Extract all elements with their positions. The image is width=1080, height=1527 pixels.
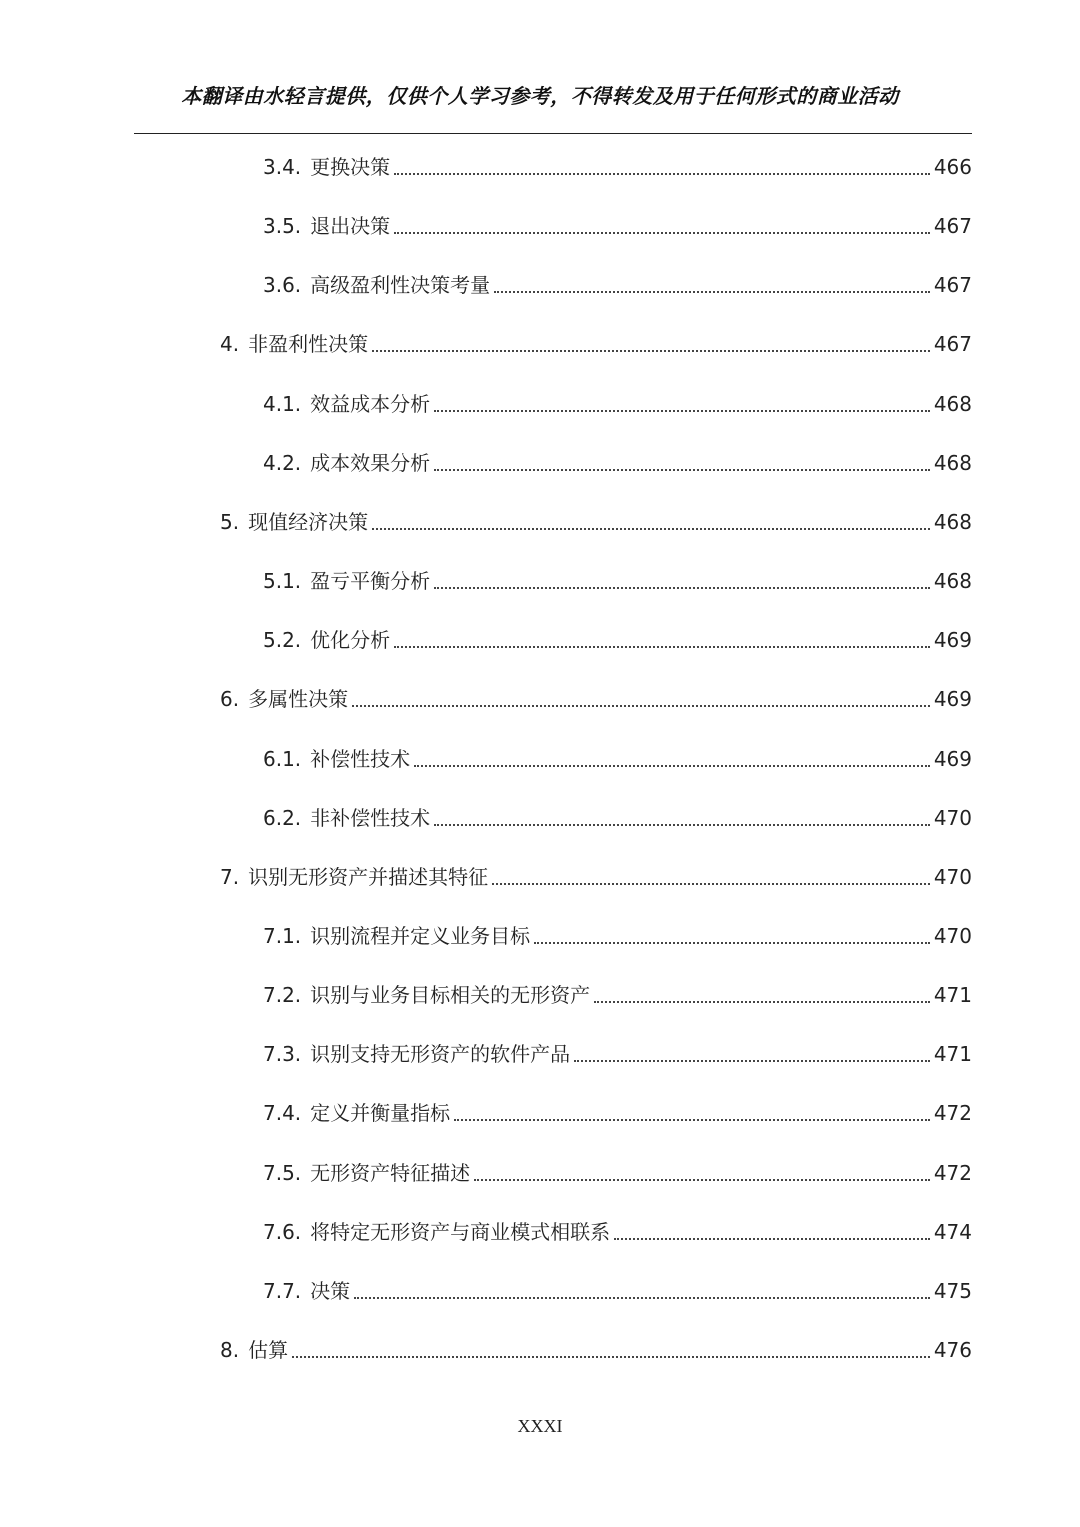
toc-entry-page: 468 bbox=[933, 450, 972, 475]
toc-entry[interactable] bbox=[263, 980, 972, 1010]
toc-entry-number: 7.5. bbox=[263, 1160, 302, 1185]
toc-entry[interactable] bbox=[263, 566, 972, 596]
toc-entry-page: 467 bbox=[933, 273, 972, 298]
toc-dot-leader bbox=[614, 1238, 930, 1240]
toc-entry-title: 更换决策 bbox=[310, 155, 391, 179]
toc-entry-page: 467 bbox=[933, 214, 972, 239]
toc-entry-number: 7.3. bbox=[263, 1042, 302, 1067]
toc-dot-leader bbox=[534, 942, 930, 944]
toc-entry-page: 470 bbox=[933, 923, 972, 948]
toc-entry[interactable] bbox=[263, 1158, 972, 1188]
toc-entry-number: 7.1. bbox=[263, 923, 302, 948]
toc-entry-page: 468 bbox=[933, 391, 972, 416]
toc-entry-title: 盈亏平衡分析 bbox=[310, 569, 431, 594]
toc-entry-number: 6.2. bbox=[263, 805, 302, 830]
toc-entry-page: 470 bbox=[933, 864, 972, 889]
toc-entry-title: 识别流程并定义业务目标 bbox=[310, 923, 531, 948]
toc-entry[interactable] bbox=[263, 448, 972, 478]
toc-entry-title: 多属性决策 bbox=[248, 687, 349, 712]
toc-dot-leader bbox=[474, 1179, 930, 1181]
toc-dot-leader bbox=[454, 1119, 930, 1121]
toc-entry-title: 现值经济决策 bbox=[248, 509, 369, 534]
toc-entry-number: 4.2. bbox=[263, 450, 302, 475]
toc-entry-page: 471 bbox=[933, 983, 972, 1008]
toc-entry-number: 7. bbox=[220, 864, 240, 889]
toc-entry-page: 468 bbox=[933, 569, 972, 594]
toc-dot-leader bbox=[434, 410, 930, 412]
toc-entry[interactable] bbox=[263, 803, 972, 833]
toc-entry[interactable] bbox=[263, 744, 972, 774]
toc-entry-page: 469 bbox=[933, 746, 972, 771]
toc-entry-title: 高级盈利性决策考量 bbox=[310, 273, 491, 298]
toc-dot-leader bbox=[352, 705, 930, 707]
toc-entry[interactable] bbox=[263, 1276, 972, 1306]
toc-entry[interactable] bbox=[263, 270, 972, 300]
toc-entry[interactable] bbox=[220, 862, 972, 892]
toc-entry-number: 6.1. bbox=[263, 746, 302, 771]
toc-entry-page: 474 bbox=[933, 1219, 972, 1244]
toc-entry-title: 识别支持无形资产的软件产品 bbox=[310, 1042, 571, 1067]
toc-entry-title: 无形资产特征描述 bbox=[310, 1160, 471, 1185]
toc-entry-page: 468 bbox=[933, 509, 972, 534]
toc-dot-leader bbox=[372, 528, 930, 530]
toc-dot-leader bbox=[434, 587, 930, 589]
toc-entry-number: 5.1. bbox=[263, 569, 302, 594]
page-number: XXXI bbox=[517, 1416, 563, 1436]
toc-entry-number: 4. bbox=[220, 332, 240, 357]
toc-entry[interactable] bbox=[220, 684, 972, 714]
toc-entry-title: 识别与业务目标相关的无形资产 bbox=[310, 983, 591, 1008]
page-header: 本翻译由水轻言提供，仅供个人学习参考，不得转发及用于任何形式的商业活动 bbox=[181, 84, 899, 108]
toc-entry-title: 优化分析 bbox=[310, 628, 391, 653]
toc-dot-leader bbox=[574, 1060, 930, 1062]
toc-entry[interactable] bbox=[220, 329, 972, 359]
toc-entry-page: 475 bbox=[933, 1278, 972, 1303]
toc-entry-number: 7.7. bbox=[263, 1278, 302, 1303]
toc-entry-page: 466 bbox=[933, 155, 972, 179]
toc-entry-title: 退出决策 bbox=[310, 214, 391, 239]
toc-entry[interactable] bbox=[220, 507, 972, 537]
toc-entry[interactable] bbox=[263, 625, 972, 655]
toc-dot-leader bbox=[372, 350, 930, 352]
toc-entry-page: 467 bbox=[933, 332, 972, 357]
toc-entry-number: 8. bbox=[220, 1338, 240, 1362]
toc-entry[interactable] bbox=[263, 1098, 972, 1128]
header-rule bbox=[134, 133, 972, 134]
toc-entry-page: 470 bbox=[933, 805, 972, 830]
toc-entry-number: 3.4. bbox=[263, 155, 302, 179]
toc-entry-page: 469 bbox=[933, 628, 972, 653]
toc-entry[interactable] bbox=[263, 211, 972, 241]
toc-entry-number: 7.4. bbox=[263, 1101, 302, 1126]
toc-dot-leader bbox=[434, 824, 930, 826]
toc-entry[interactable] bbox=[263, 1039, 972, 1069]
toc-dot-leader bbox=[394, 646, 930, 648]
toc-entry-number: 4.1. bbox=[263, 391, 302, 416]
toc-entry-title: 决策 bbox=[310, 1278, 351, 1303]
toc-entry-title: 估算 bbox=[248, 1338, 289, 1362]
toc-dot-leader bbox=[354, 1297, 930, 1299]
toc-entry-page: 472 bbox=[933, 1101, 972, 1126]
toc-entry[interactable] bbox=[220, 1335, 972, 1365]
toc-entry-page: 469 bbox=[933, 687, 972, 712]
toc-dot-leader bbox=[394, 173, 930, 175]
toc-dot-leader bbox=[594, 1001, 930, 1003]
toc-entry[interactable] bbox=[263, 152, 972, 182]
toc-entry-title: 非补偿性技术 bbox=[310, 805, 431, 830]
toc-entry[interactable] bbox=[263, 921, 972, 951]
toc-entry-page: 471 bbox=[933, 1042, 972, 1067]
toc-entry-title: 补偿性技术 bbox=[310, 746, 411, 771]
toc-entry-page: 472 bbox=[933, 1160, 972, 1185]
toc-entry-number: 3.5. bbox=[263, 214, 302, 239]
toc-entry-number: 7.6. bbox=[263, 1219, 302, 1244]
toc-entry[interactable] bbox=[263, 1217, 972, 1247]
toc-dot-leader bbox=[494, 291, 930, 293]
toc-entry[interactable] bbox=[263, 389, 972, 419]
toc-entry-number: 5. bbox=[220, 509, 240, 534]
toc-entry-title: 非盈利性决策 bbox=[248, 332, 369, 357]
toc-entry-title: 成本效果分析 bbox=[310, 450, 431, 475]
toc-entry-page: 476 bbox=[933, 1338, 972, 1362]
toc-entry-title: 定义并衡量指标 bbox=[310, 1101, 451, 1126]
toc-entry-number: 6. bbox=[220, 687, 240, 712]
toc-entry-number: 5.2. bbox=[263, 628, 302, 653]
toc-dot-leader bbox=[414, 765, 930, 767]
toc-entry-number: 7.2. bbox=[263, 983, 302, 1008]
toc-dot-leader bbox=[394, 232, 930, 234]
toc-entry-title: 识别无形资产并描述其特征 bbox=[248, 864, 489, 889]
toc-entry-title: 效益成本分析 bbox=[310, 391, 431, 416]
toc-entry-number: 3.6. bbox=[263, 273, 302, 298]
toc-dot-leader bbox=[434, 469, 930, 471]
toc-dot-leader bbox=[292, 1356, 930, 1358]
toc-entry-title: 将特定无形资产与商业模式相联系 bbox=[310, 1219, 611, 1244]
toc-dot-leader bbox=[492, 883, 930, 885]
